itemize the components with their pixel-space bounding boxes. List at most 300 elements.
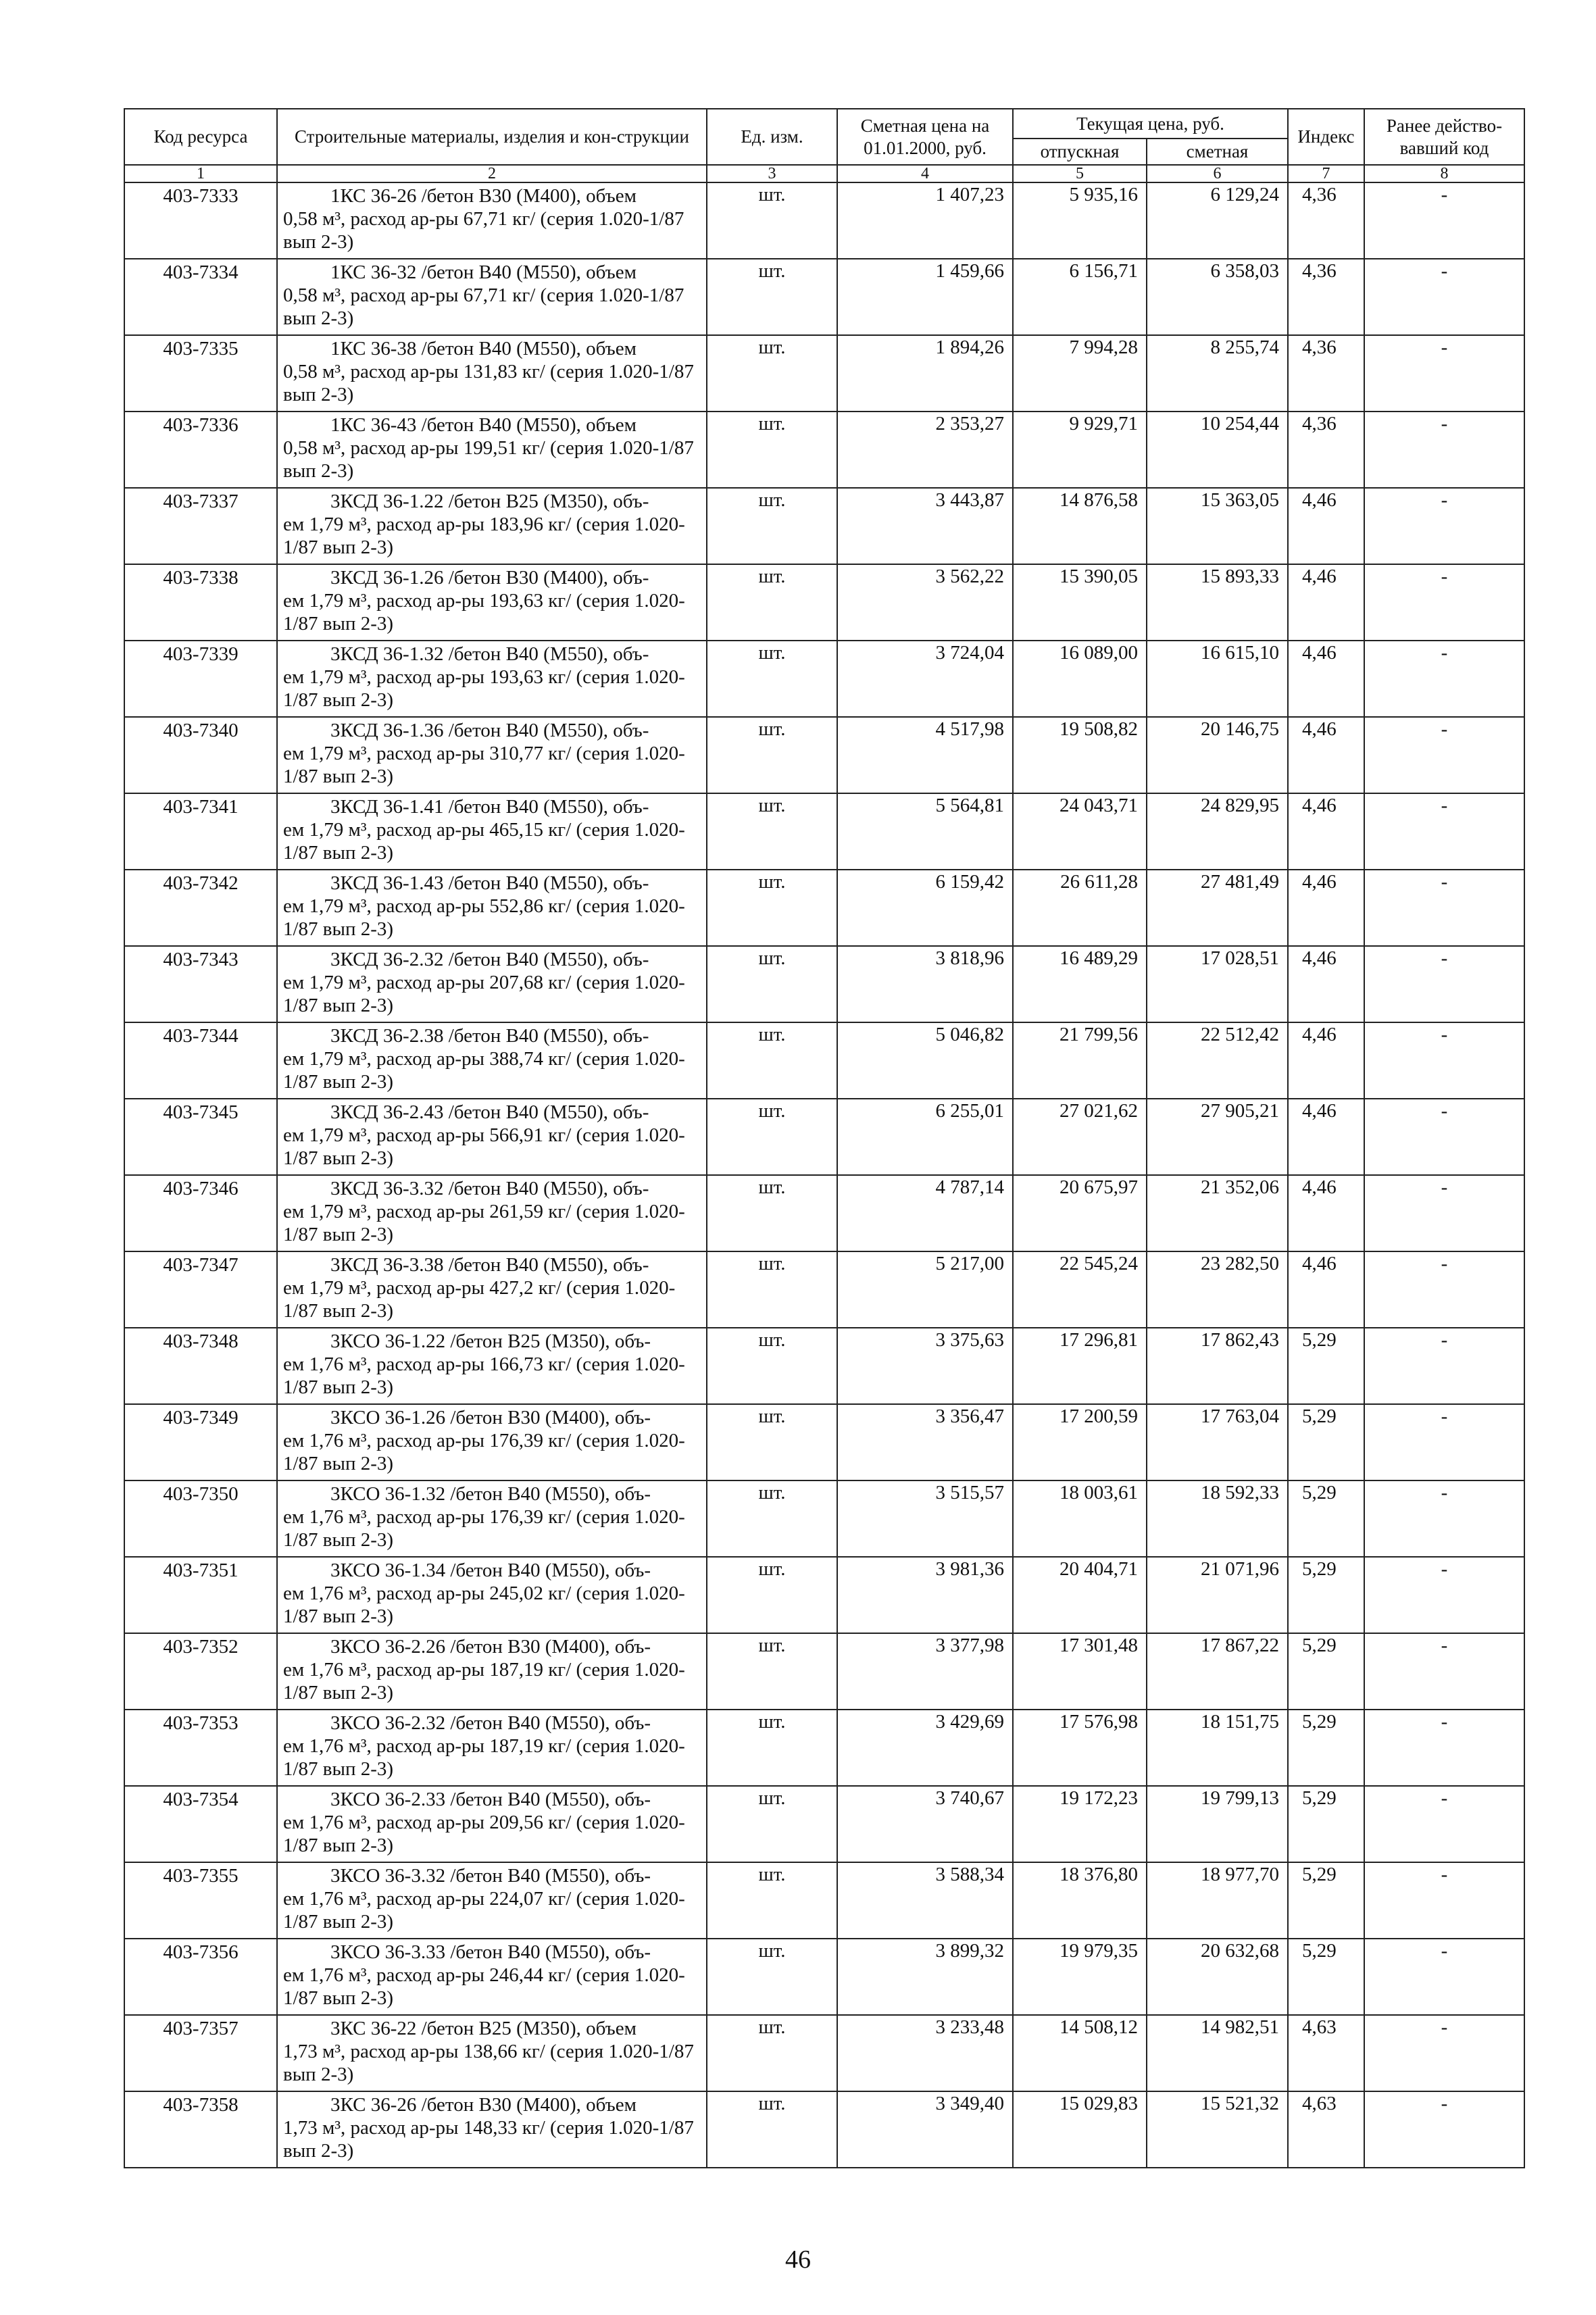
material-name <box>277 1786 707 1862</box>
estimate-price: 16 615,10 <box>1147 641 1288 717</box>
table-row <box>124 1862 1524 1939</box>
release-price: 22 545,24 <box>1013 1251 1147 1328</box>
price-index: 5,29 <box>1288 1633 1364 1710</box>
previous-code: - <box>1364 793 1524 870</box>
material-name-rest: ем 1,79 м³, расход ар-ры 388,74 кг/ (серия 1.020-1/87 вып 2-3) <box>283 1048 685 1093</box>
material-name <box>277 1328 707 1404</box>
material-name-first-line: 3КСО 36-1.26 /бетон В30 (М400), объ- <box>330 1407 651 1428</box>
material-name-rest: ем 1,79 м³, расход ар-ры 261,59 кг/ (серия 1.020-1/87 вып 2-3) <box>283 1201 685 1245</box>
header-estimate: сметная <box>1147 139 1288 165</box>
material-name-first-line: 3КСО 36-1.32 /бетон В40 (М550), объ- <box>330 1483 651 1505</box>
column-number: 3 <box>707 165 837 182</box>
unit: шт. <box>707 2091 837 2168</box>
price-2000: 3 818,96 <box>837 946 1013 1022</box>
previous-code: - <box>1364 2091 1524 2168</box>
material-name-rest: 1,73 м³, расход ар-ры 138,66 кг/ (серия 1.020-1/87 вып 2-3) <box>283 2041 694 2085</box>
material-name-rest: ем 1,76 м³, расход ар-ры 246,44 кг/ (серия 1.020-1/87 вып 2-3) <box>283 1964 685 2009</box>
previous-code: - <box>1364 412 1524 488</box>
header-prev-code: Ранее действо-вавший код <box>1364 109 1524 165</box>
estimate-price: 18 977,70 <box>1147 1862 1288 1939</box>
material-name-rest: ем 1,79 м³, расход ар-ры 183,96 кг/ (серия 1.020-1/87 вып 2-3) <box>283 514 685 558</box>
table-row <box>124 2091 1524 2168</box>
resource-code: 403-7354 <box>124 1786 277 1862</box>
price-2000: 3 981,36 <box>837 1557 1013 1633</box>
resource-code: 403-7355 <box>124 1862 277 1939</box>
previous-code: - <box>1364 1633 1524 1710</box>
material-name-rest: 0,58 м³, расход ар-ры 67,71 кг/ (серия 1.020-1/87 вып 2-3) <box>283 284 684 329</box>
material-name-rest: ем 1,79 м³, расход ар-ры 207,68 кг/ (серия 1.020-1/87 вып 2-3) <box>283 972 685 1016</box>
estimate-price: 6 358,03 <box>1147 259 1288 335</box>
price-index: 4,36 <box>1288 335 1364 412</box>
previous-code: - <box>1364 1251 1524 1328</box>
release-price: 19 508,82 <box>1013 717 1147 793</box>
release-price: 20 404,71 <box>1013 1557 1147 1633</box>
estimate-price: 15 521,32 <box>1147 2091 1288 2168</box>
material-name-rest: ем 1,76 м³, расход ар-ры 187,19 кг/ (серия 1.020-1/87 вып 2-3) <box>283 1735 685 1780</box>
unit: шт. <box>707 1099 837 1175</box>
material-name-first-line: 3КСД 36-2.43 /бетон В40 (М550), объ- <box>330 1101 649 1123</box>
estimate-price: 10 254,44 <box>1147 412 1288 488</box>
material-name-rest: ем 1,79 м³, расход ар-ры 465,15 кг/ (серия 1.020-1/87 вып 2-3) <box>283 819 685 864</box>
previous-code: - <box>1364 488 1524 564</box>
price-2000: 6 159,42 <box>837 870 1013 946</box>
price-2000: 5 217,00 <box>837 1251 1013 1328</box>
material-name-first-line: 3КСД 36-2.32 /бетон В40 (М550), объ- <box>330 949 649 970</box>
price-2000: 3 233,48 <box>837 2015 1013 2091</box>
price-2000: 3 377,98 <box>837 1633 1013 1710</box>
table-row <box>124 1099 1524 1175</box>
unit: шт. <box>707 1251 837 1328</box>
price-index: 4,46 <box>1288 1099 1364 1175</box>
unit: шт. <box>707 1633 837 1710</box>
release-price: 6 156,71 <box>1013 259 1147 335</box>
estimate-price: 20 632,68 <box>1147 1939 1288 2015</box>
table-row <box>124 641 1524 717</box>
table-row <box>124 1710 1524 1786</box>
page-number: 46 <box>785 2245 811 2274</box>
price-index: 5,29 <box>1288 1710 1364 1786</box>
unit: шт. <box>707 1022 837 1099</box>
price-index: 5,29 <box>1288 1786 1364 1862</box>
resource-code: 403-7344 <box>124 1022 277 1099</box>
price-index: 5,29 <box>1288 1328 1364 1404</box>
previous-code: - <box>1364 870 1524 946</box>
column-number: 7 <box>1288 165 1364 182</box>
unit: шт. <box>707 870 837 946</box>
estimate-price: 17 862,43 <box>1147 1328 1288 1404</box>
price-index: 4,36 <box>1288 412 1364 488</box>
material-name-first-line: 3КСО 36-2.33 /бетон В40 (М550), объ- <box>330 1789 651 1810</box>
price-2000: 6 255,01 <box>837 1099 1013 1175</box>
unit: шт. <box>707 412 837 488</box>
table-row <box>124 1480 1524 1557</box>
price-index: 4,36 <box>1288 182 1364 259</box>
price-index: 5,29 <box>1288 1939 1364 2015</box>
price-2000: 3 588,34 <box>837 1862 1013 1939</box>
release-price: 20 675,97 <box>1013 1175 1147 1251</box>
release-price: 7 994,28 <box>1013 335 1147 412</box>
table-row <box>124 2015 1524 2091</box>
unit: шт. <box>707 1328 837 1404</box>
table-row <box>124 1328 1524 1404</box>
resource-code: 403-7345 <box>124 1099 277 1175</box>
material-name <box>277 946 707 1022</box>
resource-code: 403-7343 <box>124 946 277 1022</box>
material-name <box>277 412 707 488</box>
estimate-price: 20 146,75 <box>1147 717 1288 793</box>
header-unit: Ед. изм. <box>707 109 837 165</box>
table-row <box>124 1633 1524 1710</box>
release-price: 18 003,61 <box>1013 1480 1147 1557</box>
price-2000: 3 562,22 <box>837 564 1013 641</box>
release-price: 15 029,83 <box>1013 2091 1147 2168</box>
release-price: 26 611,28 <box>1013 870 1147 946</box>
estimate-price: 18 592,33 <box>1147 1480 1288 1557</box>
header-index: Индекс <box>1288 109 1364 165</box>
resource-code: 403-7348 <box>124 1328 277 1404</box>
price-index: 5,29 <box>1288 1480 1364 1557</box>
material-name <box>277 1939 707 2015</box>
price-2000: 5 046,82 <box>837 1022 1013 1099</box>
material-name-rest: ем 1,79 м³, расход ар-ры 193,63 кг/ (серия 1.020-1/87 вып 2-3) <box>283 590 685 634</box>
unit: шт. <box>707 1557 837 1633</box>
price-2000: 3 429,69 <box>837 1710 1013 1786</box>
previous-code: - <box>1364 717 1524 793</box>
material-name-rest: 0,58 м³, расход ар-ры 67,71 кг/ (серия 1.020-1/87 вып 2-3) <box>283 208 684 253</box>
price-2000: 3 724,04 <box>837 641 1013 717</box>
price-2000: 1 894,26 <box>837 335 1013 412</box>
price-2000: 4 787,14 <box>837 1175 1013 1251</box>
column-number: 1 <box>124 165 277 182</box>
previous-code: - <box>1364 1022 1524 1099</box>
price-index: 5,29 <box>1288 1404 1364 1480</box>
previous-code: - <box>1364 1710 1524 1786</box>
price-index: 4,63 <box>1288 2091 1364 2168</box>
material-name-first-line: 3КСД 36-1.32 /бетон В40 (М550), объ- <box>330 643 649 665</box>
resource-code: 403-7333 <box>124 182 277 259</box>
table-row <box>124 335 1524 412</box>
previous-code: - <box>1364 1099 1524 1175</box>
header-release: отпускная <box>1013 139 1147 165</box>
price-2000: 1 407,23 <box>837 182 1013 259</box>
material-name-first-line: 1КС 36-43 /бетон В40 (М550), объем <box>330 414 637 436</box>
material-name <box>277 870 707 946</box>
unit: шт. <box>707 1480 837 1557</box>
material-name-first-line: 3КСД 36-1.36 /бетон В40 (М550), объ- <box>330 720 649 741</box>
column-number: 4 <box>837 165 1013 182</box>
estimate-price: 17 763,04 <box>1147 1404 1288 1480</box>
price-table <box>124 108 1525 2168</box>
release-price: 9 929,71 <box>1013 412 1147 488</box>
estimate-price: 24 829,95 <box>1147 793 1288 870</box>
material-name <box>277 1862 707 1939</box>
unit: шт. <box>707 1939 837 2015</box>
material-name <box>277 1480 707 1557</box>
resource-code: 403-7341 <box>124 793 277 870</box>
unit: шт. <box>707 1786 837 1862</box>
column-number: 5 <box>1013 165 1147 182</box>
column-number: 8 <box>1364 165 1524 182</box>
estimate-price: 21 071,96 <box>1147 1557 1288 1633</box>
resource-code: 403-7353 <box>124 1710 277 1786</box>
material-name-first-line: 3КСД 36-3.38 /бетон В40 (М550), объ- <box>330 1254 649 1276</box>
resource-code: 403-7340 <box>124 717 277 793</box>
resource-code: 403-7338 <box>124 564 277 641</box>
release-price: 5 935,16 <box>1013 182 1147 259</box>
material-name <box>277 335 707 412</box>
table-row <box>124 793 1524 870</box>
price-index: 4,46 <box>1288 717 1364 793</box>
price-2000: 3 515,57 <box>837 1480 1013 1557</box>
material-name-rest: ем 1,76 м³, расход ар-ры 176,39 кг/ (серия 1.020-1/87 вып 2-3) <box>283 1506 685 1551</box>
release-price: 16 089,00 <box>1013 641 1147 717</box>
material-name-first-line: 1КС 36-26 /бетон В30 (М400), объем <box>330 185 637 207</box>
material-name-first-line: 3КСД 36-1.43 /бетон В40 (М550), объ- <box>330 872 649 894</box>
price-2000: 2 353,27 <box>837 412 1013 488</box>
unit: шт. <box>707 1175 837 1251</box>
material-name <box>277 2091 707 2168</box>
estimate-price: 27 481,49 <box>1147 870 1288 946</box>
previous-code: - <box>1364 335 1524 412</box>
unit: шт. <box>707 335 837 412</box>
material-name-rest: ем 1,76 м³, расход ар-ры 176,39 кг/ (серия 1.020-1/87 вып 2-3) <box>283 1430 685 1474</box>
estimate-price: 14 982,51 <box>1147 2015 1288 2091</box>
price-index: 4,46 <box>1288 641 1364 717</box>
estimate-price: 27 905,21 <box>1147 1099 1288 1175</box>
release-price: 17 200,59 <box>1013 1404 1147 1480</box>
previous-code: - <box>1364 182 1524 259</box>
resource-code: 403-7336 <box>124 412 277 488</box>
unit: шт. <box>707 1710 837 1786</box>
table-row <box>124 259 1524 335</box>
resource-code: 403-7350 <box>124 1480 277 1557</box>
table-row <box>124 1557 1524 1633</box>
previous-code: - <box>1364 1480 1524 1557</box>
header-current-price: Текущая цена, руб. <box>1013 109 1288 139</box>
material-name-first-line: 1КС 36-38 /бетон В40 (М550), объем <box>330 338 637 359</box>
estimate-price: 8 255,74 <box>1147 335 1288 412</box>
material-name <box>277 1251 707 1328</box>
material-name <box>277 717 707 793</box>
table-row <box>124 1404 1524 1480</box>
price-index: 4,46 <box>1288 1022 1364 1099</box>
previous-code: - <box>1364 641 1524 717</box>
estimate-price: 21 352,06 <box>1147 1175 1288 1251</box>
release-price: 21 799,56 <box>1013 1022 1147 1099</box>
price-2000: 3 740,67 <box>837 1786 1013 1862</box>
resource-code: 403-7346 <box>124 1175 277 1251</box>
material-name <box>277 1404 707 1480</box>
previous-code: - <box>1364 1404 1524 1480</box>
unit: шт. <box>707 564 837 641</box>
previous-code: - <box>1364 1328 1524 1404</box>
material-name-rest: ем 1,79 м³, расход ар-ры 552,86 кг/ (серия 1.020-1/87 вып 2-3) <box>283 895 685 940</box>
table-row <box>124 1251 1524 1328</box>
release-price: 17 301,48 <box>1013 1633 1147 1710</box>
table-row <box>124 488 1524 564</box>
material-name <box>277 259 707 335</box>
unit: шт. <box>707 1862 837 1939</box>
material-name-rest: ем 1,76 м³, расход ар-ры 245,02 кг/ (серия 1.020-1/87 вып 2-3) <box>283 1583 685 1627</box>
price-2000: 3 899,32 <box>837 1939 1013 2015</box>
material-name-rest: ем 1,76 м³, расход ар-ры 166,73 кг/ (серия 1.020-1/87 вып 2-3) <box>283 1353 685 1398</box>
material-name-first-line: 3КСО 36-3.33 /бетон В40 (М550), объ- <box>330 1941 651 1963</box>
release-price: 27 021,62 <box>1013 1099 1147 1175</box>
material-name <box>277 1633 707 1710</box>
previous-code: - <box>1364 1862 1524 1939</box>
material-name <box>277 641 707 717</box>
estimate-price: 15 363,05 <box>1147 488 1288 564</box>
estimate-price: 22 512,42 <box>1147 1022 1288 1099</box>
column-number: 2 <box>277 165 707 182</box>
price-index: 4,46 <box>1288 564 1364 641</box>
material-name-rest: ем 1,76 м³, расход ар-ры 187,19 кг/ (серия 1.020-1/87 вып 2-3) <box>283 1659 685 1703</box>
price-index: 4,46 <box>1288 488 1364 564</box>
table-row <box>124 182 1524 259</box>
previous-code: - <box>1364 1939 1524 2015</box>
release-price: 14 508,12 <box>1013 2015 1147 2091</box>
release-price: 16 489,29 <box>1013 946 1147 1022</box>
release-price: 14 876,58 <box>1013 488 1147 564</box>
unit: шт. <box>707 182 837 259</box>
resource-code: 403-7339 <box>124 641 277 717</box>
unit: шт. <box>707 793 837 870</box>
material-name-first-line: 3КС 36-22 /бетон В25 (М350), объем <box>330 2018 637 2039</box>
resource-code: 403-7337 <box>124 488 277 564</box>
price-2000: 3 375,63 <box>837 1328 1013 1404</box>
material-name-first-line: 1КС 36-32 /бетон В40 (М550), объем <box>330 262 637 283</box>
estimate-price: 23 282,50 <box>1147 1251 1288 1328</box>
previous-code: - <box>1364 1786 1524 1862</box>
material-name <box>277 1710 707 1786</box>
resource-code: 403-7352 <box>124 1633 277 1710</box>
price-2000: 5 564,81 <box>837 793 1013 870</box>
price-index: 4,46 <box>1288 870 1364 946</box>
column-number: 6 <box>1147 165 1288 182</box>
resource-code: 403-7357 <box>124 2015 277 2091</box>
release-price: 24 043,71 <box>1013 793 1147 870</box>
price-index: 4,63 <box>1288 2015 1364 2091</box>
unit: шт. <box>707 1404 837 1480</box>
material-name <box>277 793 707 870</box>
release-price: 17 296,81 <box>1013 1328 1147 1404</box>
material-name-rest: 0,58 м³, расход ар-ры 131,83 кг/ (серия 1.020-1/87 вып 2-3) <box>283 361 694 405</box>
material-name-rest: ем 1,76 м³, расход ар-ры 224,07 кг/ (серия 1.020-1/87 вып 2-3) <box>283 1888 685 1933</box>
unit: шт. <box>707 946 837 1022</box>
price-index: 5,29 <box>1288 1557 1364 1633</box>
release-price: 17 576,98 <box>1013 1710 1147 1786</box>
material-name-rest: 0,58 м³, расход ар-ры 199,51 кг/ (серия 1.020-1/87 вып 2-3) <box>283 437 694 482</box>
price-2000: 1 459,66 <box>837 259 1013 335</box>
price-index: 4,46 <box>1288 1251 1364 1328</box>
material-name-first-line: 3КСО 36-2.32 /бетон В40 (М550), объ- <box>330 1712 651 1734</box>
estimate-price: 17 867,22 <box>1147 1633 1288 1710</box>
table-row <box>124 412 1524 488</box>
table-row <box>124 1022 1524 1099</box>
price-2000: 4 517,98 <box>837 717 1013 793</box>
previous-code: - <box>1364 259 1524 335</box>
estimate-price: 19 799,13 <box>1147 1786 1288 1862</box>
release-price: 19 172,23 <box>1013 1786 1147 1862</box>
table-row <box>124 1939 1524 2015</box>
price-2000: 3 349,40 <box>837 2091 1013 2168</box>
previous-code: - <box>1364 1557 1524 1633</box>
estimate-price: 15 893,33 <box>1147 564 1288 641</box>
header-name: Строительные материалы, изделия и кон-струкции <box>277 109 707 165</box>
resource-code: 403-7358 <box>124 2091 277 2168</box>
material-name-rest: ем 1,79 м³, расход ар-ры 310,77 кг/ (серия 1.020-1/87 вып 2-3) <box>283 743 685 787</box>
resource-code: 403-7334 <box>124 259 277 335</box>
estimate-price: 17 028,51 <box>1147 946 1288 1022</box>
table-row <box>124 717 1524 793</box>
resource-code: 403-7347 <box>124 1251 277 1328</box>
price-index: 4,36 <box>1288 259 1364 335</box>
unit: шт. <box>707 259 837 335</box>
material-name <box>277 564 707 641</box>
price-index: 4,46 <box>1288 1175 1364 1251</box>
material-name <box>277 488 707 564</box>
table-row <box>124 946 1524 1022</box>
material-name-rest: 1,73 м³, расход ар-ры 148,33 кг/ (серия 1.020-1/87 вып 2-3) <box>283 2117 694 2162</box>
header-price-2000: Сметная цена на 01.01.2000, руб. <box>837 109 1013 165</box>
price-2000: 3 443,87 <box>837 488 1013 564</box>
table-row <box>124 870 1524 946</box>
unit: шт. <box>707 717 837 793</box>
previous-code: - <box>1364 946 1524 1022</box>
price-index: 4,46 <box>1288 946 1364 1022</box>
unit: шт. <box>707 488 837 564</box>
release-price: 15 390,05 <box>1013 564 1147 641</box>
material-name <box>277 1022 707 1099</box>
material-name-rest: ем 1,79 м³, расход ар-ры 566,91 кг/ (серия 1.020-1/87 вып 2-3) <box>283 1124 685 1169</box>
material-name-first-line: 3КСО 36-2.26 /бетон В30 (М400), объ- <box>330 1636 651 1658</box>
price-2000: 3 356,47 <box>837 1404 1013 1480</box>
material-name-rest: ем 1,79 м³, расход ар-ры 193,63 кг/ (серия 1.020-1/87 вып 2-3) <box>283 666 685 711</box>
material-name-first-line: 3КСД 36-1.41 /бетон В40 (М550), объ- <box>330 796 649 818</box>
unit: шт. <box>707 641 837 717</box>
previous-code: - <box>1364 564 1524 641</box>
estimate-price: 6 129,24 <box>1147 182 1288 259</box>
material-name-first-line: 3КС 36-26 /бетон В30 (М400), объем <box>330 2094 637 2116</box>
price-index: 5,29 <box>1288 1862 1364 1939</box>
material-name-first-line: 3КСД 36-1.26 /бетон В30 (М400), объ- <box>330 567 649 589</box>
header-code: Код ресурса <box>124 109 277 165</box>
previous-code: - <box>1364 2015 1524 2091</box>
material-name-first-line: 3КСО 36-1.34 /бетон В40 (М550), объ- <box>330 1560 651 1581</box>
resource-code: 403-7349 <box>124 1404 277 1480</box>
material-name <box>277 1557 707 1633</box>
material-name-rest: ем 1,79 м³, расход ар-ры 427,2 кг/ (серия 1.020-1/87 вып 2-3) <box>283 1277 676 1322</box>
release-price: 19 979,35 <box>1013 1939 1147 2015</box>
material-name-first-line: 3КСД 36-2.38 /бетон В40 (М550), объ- <box>330 1025 649 1047</box>
resource-code: 403-7351 <box>124 1557 277 1633</box>
resource-code: 403-7356 <box>124 1939 277 2015</box>
price-index: 4,46 <box>1288 793 1364 870</box>
material-name-first-line: 3КСО 36-1.22 /бетон В25 (М350), объ- <box>330 1330 651 1352</box>
table-row <box>124 564 1524 641</box>
material-name <box>277 1099 707 1175</box>
material-name-rest: ем 1,76 м³, расход ар-ры 209,56 кг/ (серия 1.020-1/87 вып 2-3) <box>283 1812 685 1856</box>
resource-code: 403-7342 <box>124 870 277 946</box>
material-name-first-line: 3КСО 36-3.32 /бетон В40 (М550), объ- <box>330 1865 651 1887</box>
table-row <box>124 1786 1524 1862</box>
resource-code: 403-7335 <box>124 335 277 412</box>
table-row <box>124 1175 1524 1251</box>
material-name-first-line: 3КСД 36-1.22 /бетон В25 (М350), объ- <box>330 491 649 512</box>
material-name <box>277 2015 707 2091</box>
material-name <box>277 182 707 259</box>
material-name <box>277 1175 707 1251</box>
